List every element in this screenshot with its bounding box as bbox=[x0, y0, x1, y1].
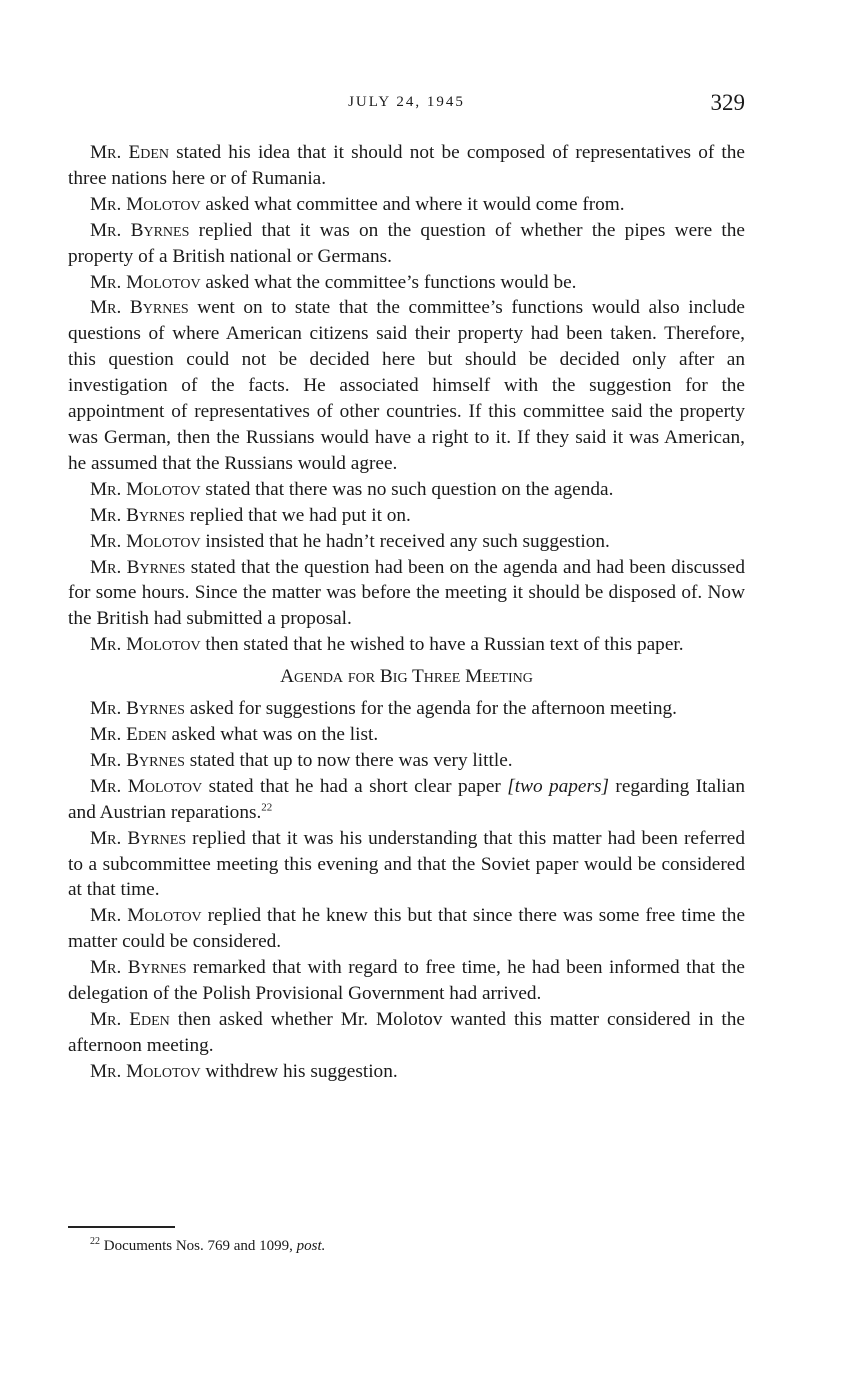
paragraph-text: remarked that with regard to free time, he had been informed that the delegation of the Polish Provisional Government had arrived. bbox=[68, 957, 745, 1005]
paragraph-text: stated that up to now there was very little. bbox=[184, 749, 513, 771]
speaker-name: Mr. Molotov bbox=[90, 775, 203, 797]
speaker-name: Mr. Byrnes bbox=[90, 556, 186, 578]
paragraph-text: replied that he knew this but that since there was some free time the matter could be considered. bbox=[68, 905, 746, 953]
speaker-name: Mr. Byrnes bbox=[90, 504, 185, 526]
paragraph bbox=[68, 218, 745, 270]
editorial-note: [two papers] bbox=[507, 775, 610, 797]
paragraph-text: withdrew his suggestion. bbox=[200, 1060, 398, 1082]
paragraph-text: asked what committee and where it would come from. bbox=[200, 193, 625, 215]
speaker-name: Mr. Molotov bbox=[90, 1060, 201, 1082]
footnote-reference[interactable]: 22 bbox=[261, 801, 273, 814]
speaker-name: Mr. Byrnes bbox=[90, 957, 187, 979]
speaker-name: Mr. Byrnes bbox=[90, 827, 187, 849]
paragraph bbox=[68, 503, 745, 529]
paragraph-text: stated his idea that it should not be composed of representatives of the three nations here or of Rumania. bbox=[68, 142, 745, 189]
page-body bbox=[68, 140, 745, 1085]
paragraph-text: stated that there was no such question on the agenda. bbox=[200, 478, 614, 500]
running-head: JULY 24, 1945 bbox=[348, 94, 465, 110]
paragraph bbox=[68, 774, 745, 826]
paragraph-text: asked what the committee’s functions would be. bbox=[200, 271, 577, 293]
paragraph-text: replied that it was his understanding that this matter had been referred to a subcommittee meeting this evening and that the Soviet paper would be considered at that time. bbox=[68, 827, 745, 901]
page-header bbox=[68, 90, 745, 120]
paragraph-text: replied that it was on the question of whether the pipes were the property of a British national or Germans. bbox=[68, 219, 745, 267]
paragraph bbox=[68, 295, 745, 476]
speaker-name: Mr. Byrnes bbox=[90, 297, 189, 319]
paragraph-text: stated that the question had been on the agenda and had been discussed for some hours. Since the matter was before the meeting it should be disposed of. Now the British had submitted a proposal. bbox=[68, 556, 745, 630]
page-number: 329 bbox=[710, 90, 745, 115]
paragraph bbox=[68, 1059, 745, 1085]
paragraph bbox=[68, 270, 745, 296]
paragraph-text: then stated that he wished to have a Russian text of this paper. bbox=[200, 634, 684, 656]
speaker-name: Mr. Molotov bbox=[90, 530, 201, 552]
footnote bbox=[68, 1236, 745, 1256]
speaker-name: Mr. Byrnes bbox=[90, 749, 185, 771]
paragraph bbox=[68, 477, 745, 503]
paragraph bbox=[68, 722, 745, 748]
speaker-name: Mr. Eden bbox=[90, 142, 170, 163]
paragraph bbox=[68, 696, 745, 722]
paragraph bbox=[68, 140, 745, 192]
speaker-name: Mr. Molotov bbox=[90, 478, 201, 500]
paragraph bbox=[68, 555, 745, 633]
speaker-name: Mr. Byrnes bbox=[90, 219, 190, 241]
paragraph bbox=[68, 632, 745, 658]
paragraph-text: asked for suggestions for the agenda for the afternoon meeting. bbox=[184, 698, 677, 720]
paragraph bbox=[68, 903, 745, 955]
paragraph bbox=[68, 192, 745, 218]
footnote-text: Documents Nos. 769 and 1099, bbox=[100, 1238, 297, 1254]
paragraph bbox=[68, 826, 745, 904]
paragraph-text: insisted that he hadn’t received any such suggestion. bbox=[200, 530, 610, 552]
speaker-name: Mr. Eden bbox=[90, 1009, 170, 1030]
paragraph bbox=[68, 1007, 745, 1059]
speaker-name: Mr. Byrnes bbox=[90, 698, 185, 720]
footnote-number: 22 bbox=[90, 1236, 100, 1247]
footnote-post: post. bbox=[296, 1238, 326, 1254]
paragraph-text: went on to state that the committee’s functions would also include questions of where American citizens said their property had been taken. Therefore, this question could not be decided here but should be decided only after an investigation of the facts. He associated himself with the suggestion for the appointment of representatives of other countries. If this committee said the property was German, then the Russians would have a right to it. If they said it was American, he assumed that the Russians would agree. bbox=[68, 297, 745, 474]
paragraph-text: replied that we had put it on. bbox=[184, 504, 411, 526]
footnote-divider bbox=[68, 1226, 175, 1228]
speaker-name: Mr. Molotov bbox=[90, 905, 202, 927]
section-heading: Agenda for Big Three Meeting bbox=[280, 666, 533, 688]
paragraph-text: regarding Italian and Austrian reparations. bbox=[68, 775, 745, 823]
paragraph bbox=[68, 955, 745, 1007]
speaker-name: Mr. Molotov bbox=[90, 193, 201, 215]
paragraph bbox=[68, 529, 745, 555]
speaker-name: Mr. Eden bbox=[90, 724, 167, 746]
paragraph-text: then asked whether Mr. Molotov wanted this matter considered in the afternoon meeting. bbox=[68, 1009, 745, 1056]
paragraph bbox=[68, 748, 745, 774]
paragraph-text: asked what was on the list. bbox=[166, 724, 379, 746]
document-page bbox=[68, 0, 745, 1379]
speaker-name: Mr. Molotov bbox=[90, 271, 201, 293]
speaker-name: Mr. Molotov bbox=[90, 634, 201, 656]
paragraph-text: stated that he had a short clear paper bbox=[202, 775, 508, 797]
